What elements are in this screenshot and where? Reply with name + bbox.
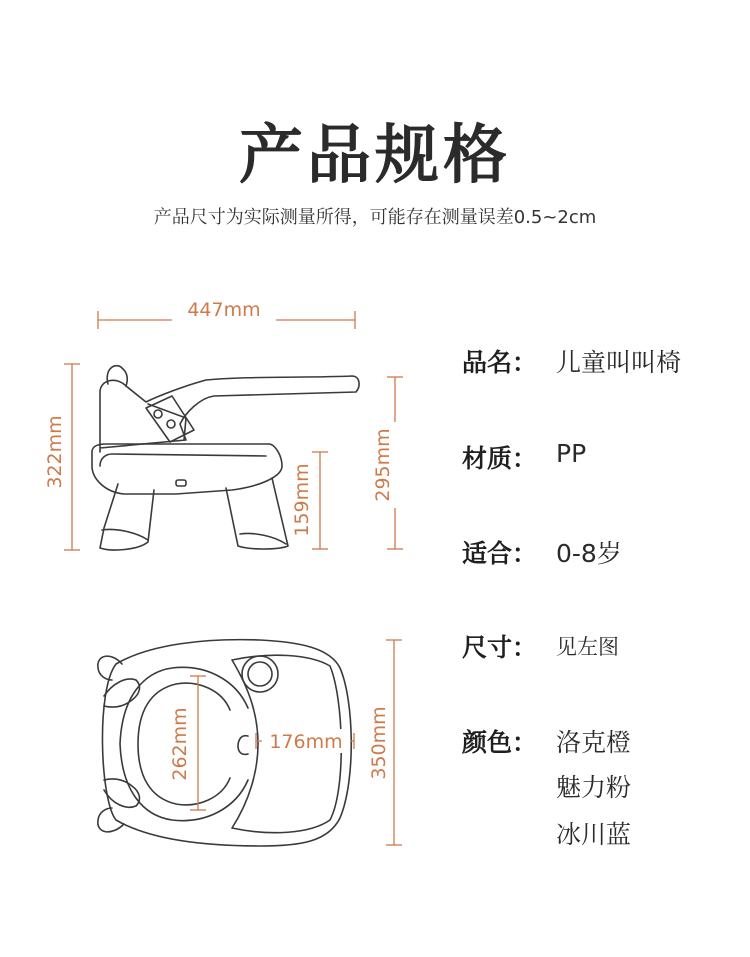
spec-size-value: 见左图 [556,635,619,659]
spec-color [462,723,632,759]
measurement-note: 产品尺寸为实际测量所得，可能存在测量误差0.5~2cm [153,207,597,228]
spec-color-value-3: 冰川蓝 [556,820,632,849]
spec-age-label: 适合： [462,539,538,568]
inner-depth-label: 262mm [169,707,191,781]
width-label: 447mm [187,299,261,321]
spec-size-label: 尺寸： [462,633,538,662]
spec-color-value-1: 洛克橙 [556,728,632,757]
total-height-label: 322mm [44,415,66,489]
spec-name [462,343,682,379]
spec-age-value: 0-8岁 [556,539,622,568]
spec-color-value-2: 魅力粉 [556,773,632,802]
spec-size [462,628,619,664]
spec-age [462,534,622,570]
spec-name-label: 品名： [462,348,538,377]
page-title: 产品规格 [239,119,511,193]
seat-height-label: 159mm [291,463,313,537]
depth-label: 350mm [368,706,390,780]
spec-color-label: 颜色： [462,728,538,757]
spec-material-label: 材质： [462,444,538,473]
spec-name-value: 儿童叫叫椅 [556,348,682,377]
back-height-label: 295mm [372,428,394,502]
inner-width-label: 176mm [269,731,343,753]
spec-material-value: PP [556,439,587,468]
spec-material [462,439,587,475]
side-view-chair [92,366,359,550]
